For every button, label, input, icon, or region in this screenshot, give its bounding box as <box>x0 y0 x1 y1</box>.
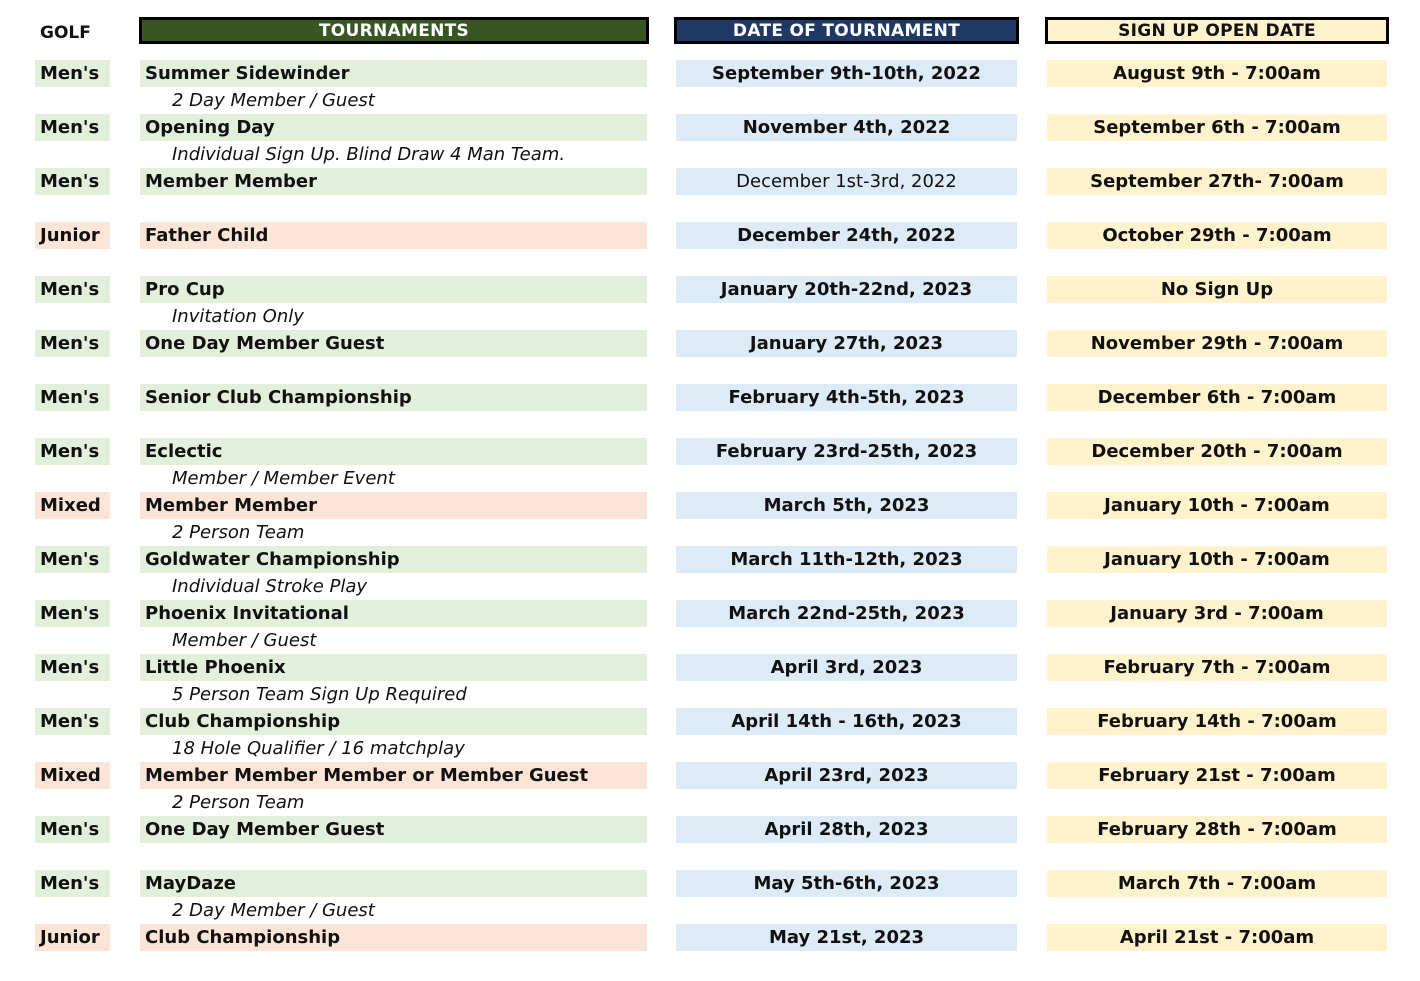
tournament-name: Phoenix Invitational <box>140 600 647 627</box>
golf-header: GOLF <box>40 23 91 43</box>
table-row <box>0 114 1420 165</box>
signup-date: No Sign Up <box>1047 276 1387 303</box>
tournament-name: Club Championship <box>140 708 647 735</box>
category-cell: Men's <box>35 600 110 627</box>
tournament-note: 5 Person Team Sign Up Required <box>172 684 467 705</box>
tournament-note: 2 Person Team <box>172 792 305 813</box>
tournament-name: Little Phoenix <box>140 654 647 681</box>
tournament-date: March 22nd-25th, 2023 <box>676 600 1017 627</box>
category-cell: Men's <box>35 708 110 735</box>
signup-date: February 21st - 7:00am <box>1047 762 1387 789</box>
tournament-date: December 24th, 2022 <box>676 222 1017 249</box>
signup-date: September 27th- 7:00am <box>1047 168 1387 195</box>
tournament-name: Member Member <box>140 168 647 195</box>
tournament-note: 18 Hole Qualifier / 16 matchplay <box>172 738 465 759</box>
table-row <box>0 816 1420 843</box>
tournament-name: Goldwater Championship <box>140 546 647 573</box>
table-row <box>0 168 1420 195</box>
tournament-date: April 23rd, 2023 <box>676 762 1017 789</box>
tournament-name: One Day Member Guest <box>140 816 647 843</box>
tournament-note: 2 Person Team <box>172 522 305 543</box>
table-row <box>0 762 1420 813</box>
table-row <box>0 492 1420 543</box>
category-cell: Men's <box>35 384 110 411</box>
table-row <box>0 438 1420 489</box>
signup-date: February 28th - 7:00am <box>1047 816 1387 843</box>
category-cell: Men's <box>35 816 110 843</box>
signup-date: April 21st - 7:00am <box>1047 924 1387 951</box>
tournament-note: Member / Guest <box>172 630 317 651</box>
tournament-name: One Day Member Guest <box>140 330 647 357</box>
category-cell: Men's <box>35 276 110 303</box>
category-cell: Men's <box>35 870 110 897</box>
signup-date: November 29th - 7:00am <box>1047 330 1387 357</box>
signup-date: January 10th - 7:00am <box>1047 492 1387 519</box>
tournament-date: April 14th - 16th, 2023 <box>676 708 1017 735</box>
table-row <box>0 600 1420 651</box>
tournament-date: February 23rd-25th, 2023 <box>676 438 1017 465</box>
date-header: DATE OF TOURNAMENT <box>674 17 1019 44</box>
signup-date: February 14th - 7:00am <box>1047 708 1387 735</box>
category-cell: Mixed <box>35 762 110 789</box>
signup-date: March 7th - 7:00am <box>1047 870 1387 897</box>
tournament-date: April 28th, 2023 <box>676 816 1017 843</box>
tournament-name: Summer Sidewinder <box>140 60 647 87</box>
table-row <box>0 60 1420 111</box>
signup-date: December 6th - 7:00am <box>1047 384 1387 411</box>
tournament-name: Opening Day <box>140 114 647 141</box>
category-cell: Junior <box>35 222 110 249</box>
tournament-note: Member / Member Event <box>172 468 395 489</box>
tournament-table <box>0 60 1420 978</box>
category-cell: Men's <box>35 114 110 141</box>
tournament-name: Eclectic <box>140 438 647 465</box>
tournament-name: Senior Club Championship <box>140 384 647 411</box>
table-row <box>0 708 1420 759</box>
table-row <box>0 924 1420 951</box>
category-cell: Men's <box>35 438 110 465</box>
tournament-name: MayDaze <box>140 870 647 897</box>
table-row <box>0 222 1420 249</box>
tournament-date: January 27th, 2023 <box>676 330 1017 357</box>
tournament-date: April 3rd, 2023 <box>676 654 1017 681</box>
signup-header: SIGN UP OPEN DATE <box>1045 17 1389 44</box>
table-row <box>0 546 1420 597</box>
tournament-note: Invitation Only <box>172 306 304 327</box>
table-row <box>0 870 1420 921</box>
signup-date: August 9th - 7:00am <box>1047 60 1387 87</box>
signup-date: October 29th - 7:00am <box>1047 222 1387 249</box>
tournaments-header: TOURNAMENTS <box>139 17 649 44</box>
signup-date: January 10th - 7:00am <box>1047 546 1387 573</box>
tournament-date: March 11th-12th, 2023 <box>676 546 1017 573</box>
signup-date: September 6th - 7:00am <box>1047 114 1387 141</box>
tournament-name: Father Child <box>140 222 647 249</box>
category-cell: Men's <box>35 168 110 195</box>
tournament-note: 2 Day Member / Guest <box>172 90 375 111</box>
category-cell: Men's <box>35 330 110 357</box>
signup-date: January 3rd - 7:00am <box>1047 600 1387 627</box>
tournament-date: December 1st-3rd, 2022 <box>676 168 1017 195</box>
tournament-date: March 5th, 2023 <box>676 492 1017 519</box>
table-row <box>0 384 1420 411</box>
category-cell: Men's <box>35 546 110 573</box>
tournament-date: May 21st, 2023 <box>676 924 1017 951</box>
tournament-name: Pro Cup <box>140 276 647 303</box>
tournament-date: May 5th-6th, 2023 <box>676 870 1017 897</box>
category-cell: Men's <box>35 654 110 681</box>
table-row <box>0 276 1420 327</box>
table-row <box>0 654 1420 705</box>
category-cell: Junior <box>35 924 110 951</box>
tournament-note: Individual Stroke Play <box>172 576 368 597</box>
tournament-date: September 9th-10th, 2022 <box>676 60 1017 87</box>
category-cell: Mixed <box>35 492 110 519</box>
signup-date: February 7th - 7:00am <box>1047 654 1387 681</box>
tournament-note: 2 Day Member / Guest <box>172 900 375 921</box>
tournament-date: November 4th, 2022 <box>676 114 1017 141</box>
tournament-note: Individual Sign Up. Blind Draw 4 Man Team. <box>172 144 566 165</box>
tournament-name: Club Championship <box>140 924 647 951</box>
tournament-name: Member Member <box>140 492 647 519</box>
tournament-name: Member Member Member or Member Guest <box>140 762 647 789</box>
category-cell: Men's <box>35 60 110 87</box>
tournament-date: February 4th-5th, 2023 <box>676 384 1017 411</box>
signup-date: December 20th - 7:00am <box>1047 438 1387 465</box>
tournament-date: January 20th-22nd, 2023 <box>676 276 1017 303</box>
table-row <box>0 330 1420 357</box>
